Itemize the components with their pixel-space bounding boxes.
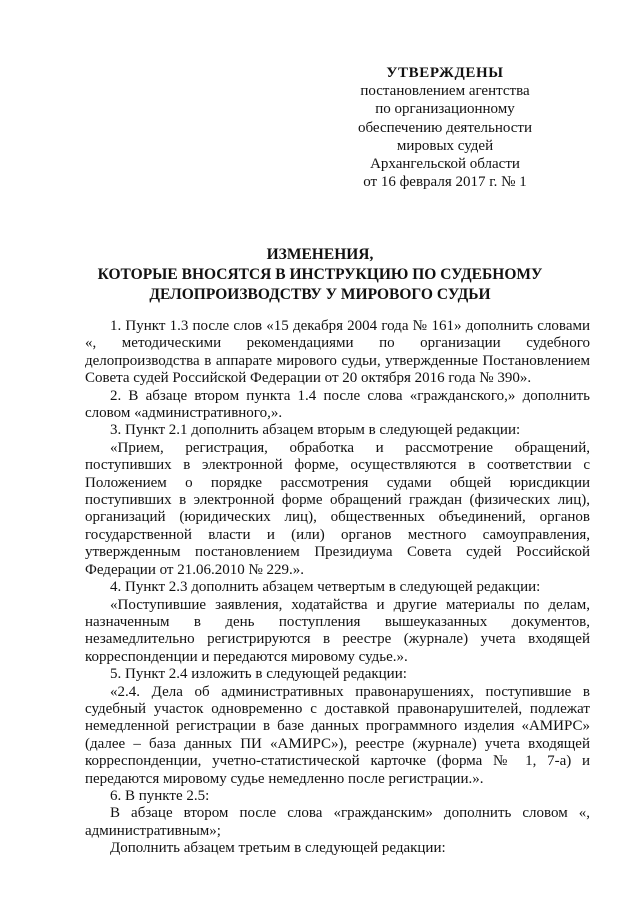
approval-block [330,64,560,191]
paragraph-4: 4. Пункт 2.3 дополнить абзацем четвертым в следующей редакции: [110,579,541,596]
paragraph-6-sub-2: Дополнить абзацем третьим в следующей редакции: [110,840,446,857]
approval-line: от 16 февраля 2017 г. № 1 [363,174,527,191]
approval-line: постановлением агентства [360,83,530,100]
title-line: КОТОРЫЕ ВНОСЯТСЯ В ИНСТРУКЦИЮ ПО СУДЕБНОМУ [97,266,543,283]
document-body [85,318,590,858]
paragraph-5-quote: «2.4. Дела об административных правонарушениях, поступившие в судебный участок одновременно с доставкой правонарушителей, подлежат немедленной регистрации в базе данных программного изделия «АМИРС» (далее – база данных ПИ «АМИРС»), реестре (журнале) учета входящей корреспонденции, учетно-статистической карточке (форма № 1, 7-а) и передаются мировому судье немедленно после регистрации.». [85,683,590,787]
title-line: ИЗМЕНЕНИЯ, [266,246,374,263]
paragraph-2: 2. В абзаце втором пункта 1.4 после слова «гражданского,» дополнить словом «административного,». [85,387,590,422]
title-line: ДЕЛОПРОИЗВОДСТВУ У МИРОВОГО СУДЬИ [149,286,491,303]
document-title [60,245,580,305]
approval-line: мировых судей [396,137,494,154]
paragraph-5: 5. Пункт 2.4 изложить в следующей редакции: [110,666,407,683]
paragraph-6-sub-1: В абзаце втором после слова «гражданским» дополнить словом «, административным»; [85,805,590,839]
approval-line: обеспечению деятельности [357,119,533,136]
paragraph-6: 6. В пункте 2.5: [110,787,210,804]
paragraph-4-quote: «Поступившие заявления, ходатайства и другие материалы по делам, назначенным в день поступления вышеуказанных документов, незамедлительно регистрируются в реестре (журнале) учета входящей корреспонденции и передаются мировому судье.». [85,596,590,665]
paragraph-3-quote: «Прием, регистрация, обработка и рассмотрение обращений, поступивших в электронной форме, осуществляются в соответствии с Положением о порядке рассмотрения судами общей юрисдикции поступивших в электронной форме обращений граждан (физических лиц), организаций (юридических лиц), общественных объединений, органов государственной власти и (или) органов местного самоуправления, утвержденным постановлением Президиума Совета судей Российской Федерации от 21.06.2010 № 229.». [85,439,590,578]
paragraph-3: 3. Пункт 2.1 дополнить абзацем вторым в следующей редакции: [110,422,521,439]
paragraph-1: 1. Пункт 1.3 после слов «15 декабря 2004 года № 161» дополнить словами «, методическими рекомендациями по организации судебного делопроизводства в аппарате мирового судьи, утвержденные Постановлением Совета судей Российской Федерации от 20 октября 2016 года № 390». [85,318,590,387]
approval-line: Архангельской области [370,156,520,173]
approval-title: УТВЕРЖДЕНЫ [386,65,504,81]
approval-line: по организационному [375,101,515,118]
